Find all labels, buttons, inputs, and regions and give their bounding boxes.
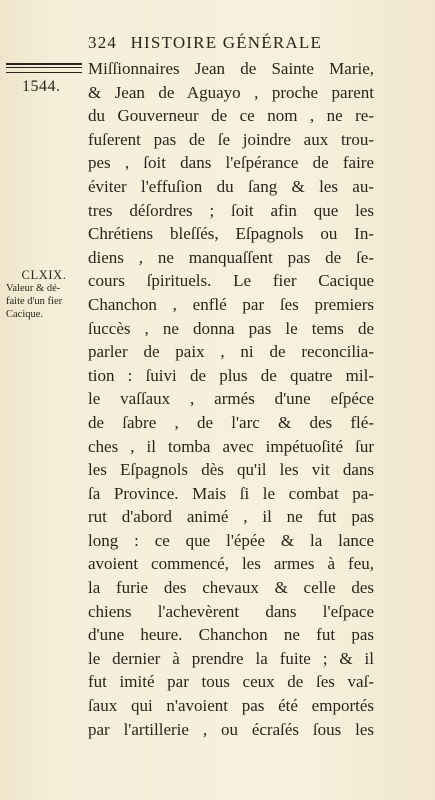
text-line: par l'artillerie , ou écraſés ſous les: [88, 719, 374, 739]
text-line: du Gouverneur de ce nom , ne re-: [88, 106, 374, 126]
margin-year: 1544.: [22, 78, 61, 95]
text-line: les Eſpagnols dès qu'il les vit dans: [88, 460, 374, 480]
text-line: fuſerent pas de ſe joindre aux trou-: [88, 129, 374, 149]
text-line: la furie des chevaux & celle des: [88, 578, 374, 598]
text-line: Miſſionnaires Jean de Sainte Marie,: [88, 59, 374, 78]
page-number: 324: [88, 33, 118, 52]
text-line: parler de paix , ni de reconcilia-: [88, 342, 374, 362]
text-line: ſuccès , ne donna pas le tems de: [88, 318, 374, 338]
text-line: fut imité par tous ceux de ſes vaſ-: [88, 672, 374, 692]
body-text: [88, 57, 374, 741]
text-line: ſaux qui n'avoient pas été emportés: [88, 696, 374, 716]
text-line: avoient commencé, les armes à feu,: [88, 554, 374, 574]
text-line: long : ce que l'épée & la lance: [88, 530, 374, 550]
running-title: HISTOIRE GÉNÉRALE: [130, 33, 323, 52]
text-line: ſa Province. Mais ſi le combat pa-: [88, 483, 374, 503]
margin-note: [2, 269, 86, 321]
text-line: Chanchon , enflé par ſes premiers: [88, 294, 374, 314]
page-header: [88, 33, 388, 53]
text-line: pes , ſoit dans l'eſpérance de faire: [88, 153, 374, 173]
text-line: rut d'abord animé , il ne fut pas: [88, 507, 374, 527]
ornamental-rule: [6, 63, 82, 73]
text-line: diens , ne manquaſſent pas de ſe-: [88, 247, 374, 267]
text-line: tres déſordres ; ſoit afin que les: [88, 200, 374, 220]
text-line: ches , il tomba avec impétuoſité ſur: [88, 436, 374, 456]
text-line: d'une heure. Chanchon ne fut pas: [88, 625, 374, 645]
text-line: Chrétiens bleſſés, Eſpagnols ou In-: [88, 224, 374, 244]
section-number: CLXIX.: [21, 268, 67, 282]
text-line: & Jean de Aguayo , proche parent: [88, 82, 374, 102]
text-line: le vaſſaux , armés d'une eſpéce: [88, 389, 374, 409]
text-line: cours ſpirituels. Le fier Cacique: [88, 271, 374, 291]
text-line: le dernier à prendre la fuite ; & il: [88, 648, 374, 668]
margin-note-line: Cacique.: [6, 309, 44, 320]
text-line: éviter l'effuſion du ſang & les au-: [88, 176, 374, 196]
text-line: de ſabre , de l'arc & des flé-: [88, 412, 374, 432]
margin-note-line: faite d'un fier: [6, 296, 63, 307]
margin-note-line: Valeur & dé-: [6, 283, 61, 294]
text-line: chiens l'achevèrent dans l'eſpace: [88, 601, 374, 621]
text-line: tion : ſuivi de plus de quatre mil-: [88, 365, 374, 385]
